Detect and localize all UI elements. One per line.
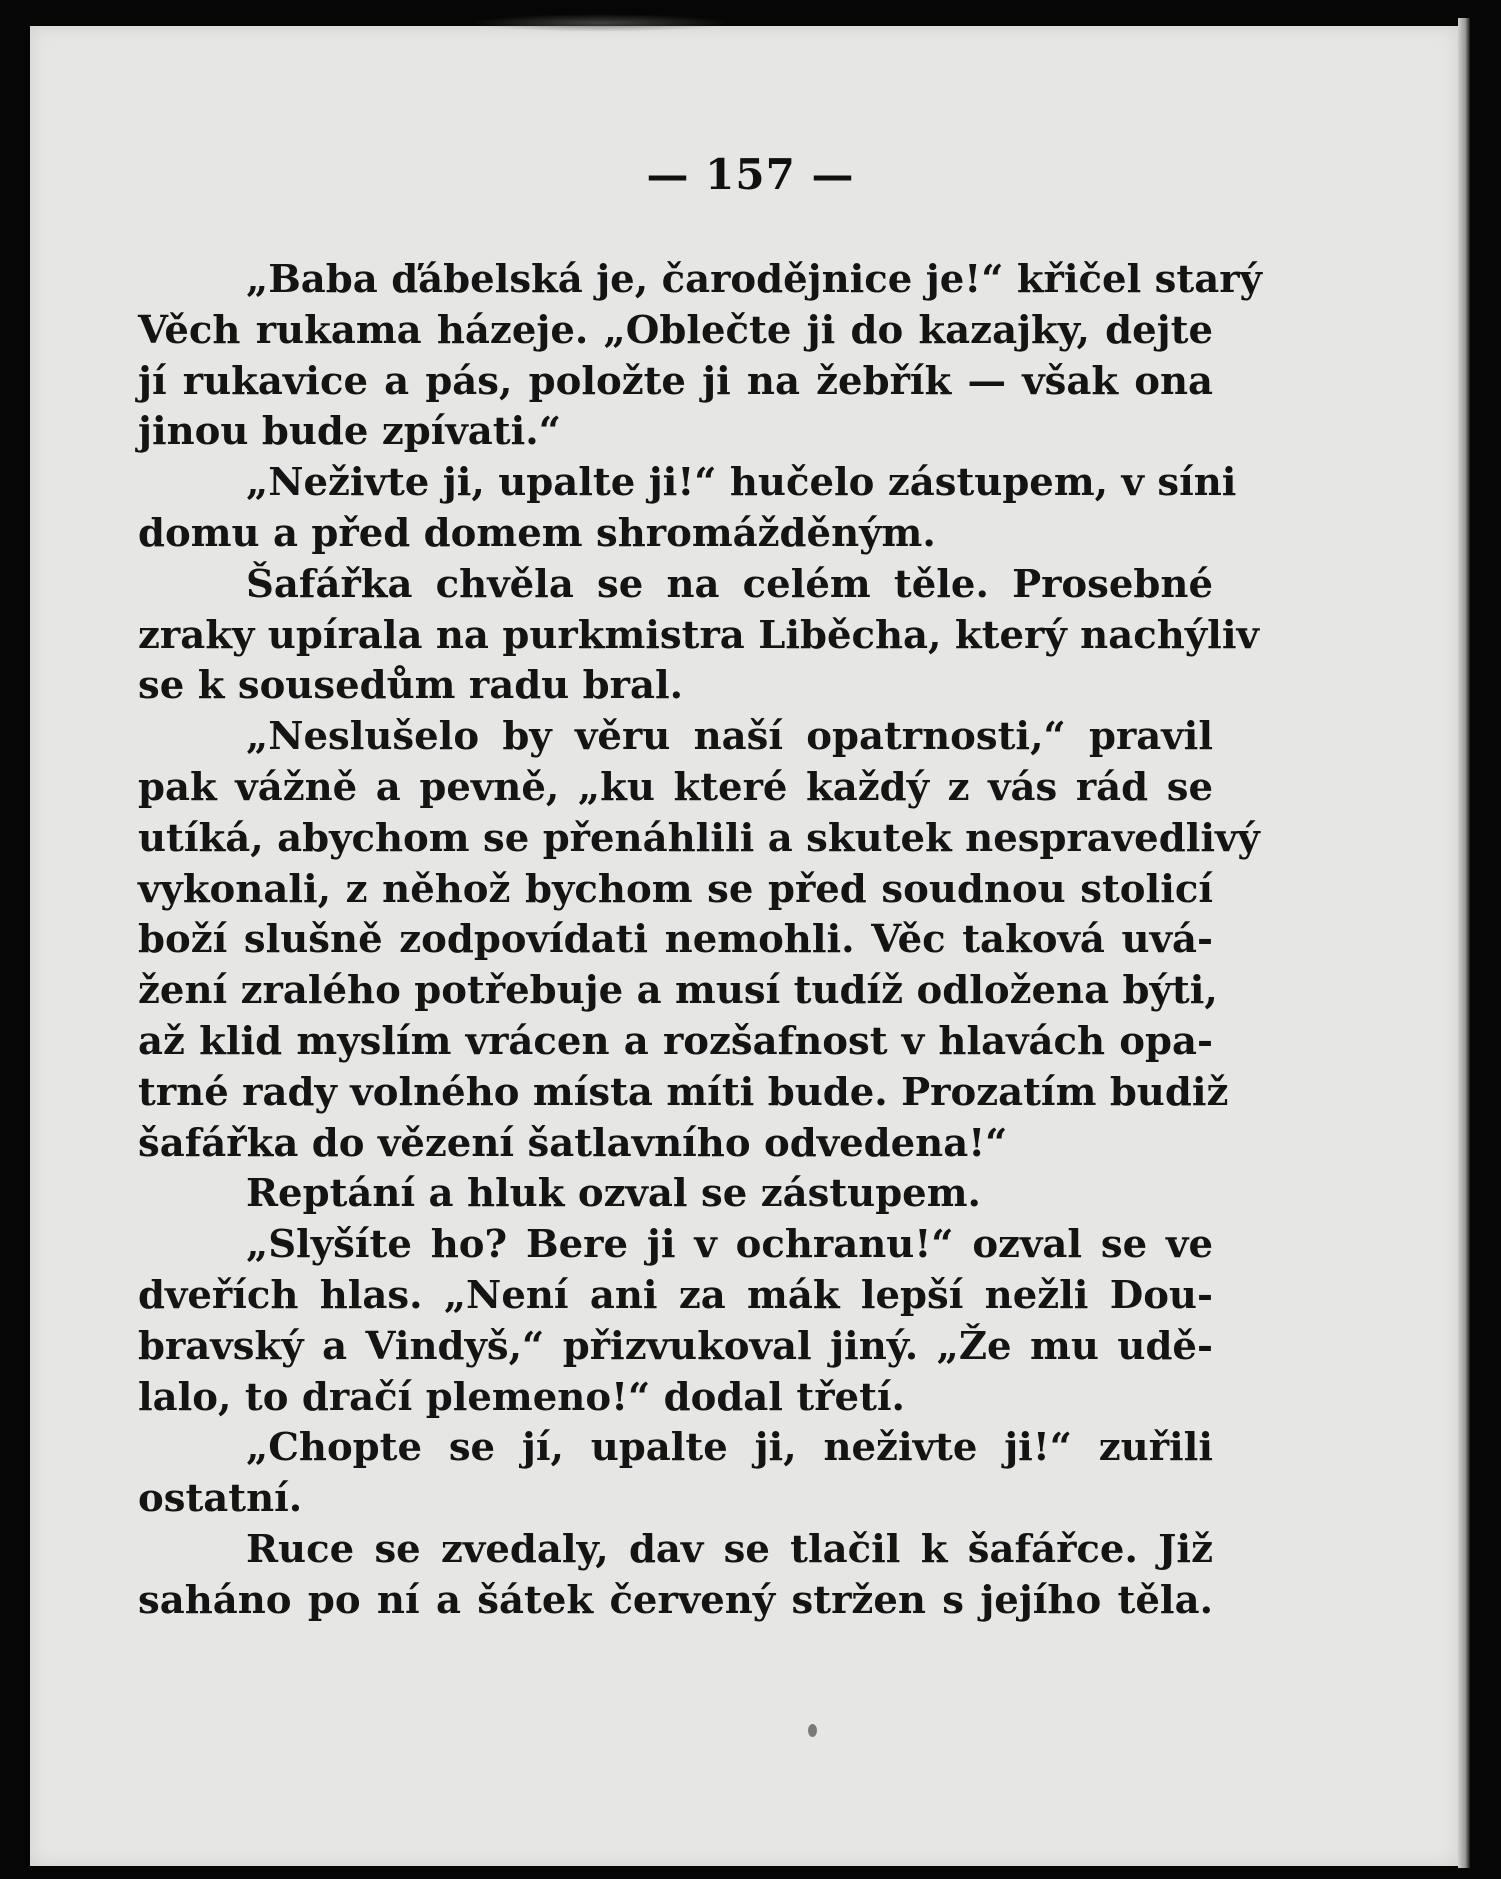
text-line: Reptání a hluk ozval se zástupem.: [246, 1171, 981, 1217]
text-line: „Chopte se jí, upalte ji, neživte ji!“ zuřili: [246, 1425, 1213, 1471]
text-line: boží slušně zodpovídati nemohli. Věc taková uvá-: [138, 917, 1213, 963]
text-line: jí rukavice a pás, položte ji na žebřík — však ona: [138, 358, 1213, 404]
page-number: — 157 —: [646, 150, 855, 199]
text-line: pak vážně a pevně, „ku které každý z vás rád se: [138, 764, 1213, 810]
text-line: Šafářka chvěla se na celém těle. Prosebné: [246, 561, 1213, 607]
text-line: šafářka do vězení šatlavního odvedena!“: [138, 1120, 1008, 1166]
text-line: jinou bude zpívati.“: [138, 409, 561, 455]
text-line: Ruce se zvedaly, dav se tlačil k šafářce. Již: [246, 1526, 1213, 1572]
text-line: „Neslušelo by věru naší opatrnosti,“ pravil: [246, 714, 1213, 760]
text-line: utíká, abychom se přenáhlili a skutek nespravedlivý: [138, 815, 1260, 861]
page-edge-shadow: [1458, 18, 1470, 1868]
text-line: bravský a Vindyš,“ přizvukoval jiný. „Že mu udě-: [138, 1323, 1213, 1369]
text-line: vykonali, z něhož bychom se před soudnou stolicí: [138, 866, 1213, 912]
text-line: „Slyšíte ho? Bere ji v ochranu!“ ozval se ve: [246, 1222, 1213, 1268]
text-line: se k sousedům radu bral.: [138, 663, 684, 709]
text-line: zraky upírala na purkmistra Liběcha, který nachýliv: [138, 612, 1259, 658]
text-line: dveřích hlas. „Není ani za mák lepší nežli Dou-: [138, 1272, 1213, 1318]
text-line: žení zralého potřebuje a musí tudíž odložena býti,: [138, 968, 1218, 1014]
text-line: lalo, to dračí plemeno!“ dodal třetí.: [138, 1374, 905, 1420]
text-line: „Neživte ji, upalte ji!“ hučelo zástupem, v síni: [246, 460, 1237, 506]
scan-smudge: [470, 14, 730, 32]
text-line: saháno po ní a šátek červený stržen s jejího těla.: [138, 1577, 1213, 1623]
text-line: ostatní.: [138, 1476, 303, 1522]
text-line: domu a před domem shromážděným.: [138, 510, 936, 556]
body-text: [138, 255, 1262, 1627]
text-line: trné rady volného místa míti bude. Prozatím budiž: [138, 1069, 1229, 1115]
text-line: Věch rukama házeje. „Oblečte ji do kazajky, dejte: [138, 307, 1213, 353]
text-line: „Baba ďábelská je, čarodějnice je!“ křičel starý: [246, 257, 1262, 302]
ink-speck: [808, 1724, 817, 1737]
text-line: až klid myslím vrácen a rozšafnost v hlavách opa-: [138, 1018, 1213, 1064]
